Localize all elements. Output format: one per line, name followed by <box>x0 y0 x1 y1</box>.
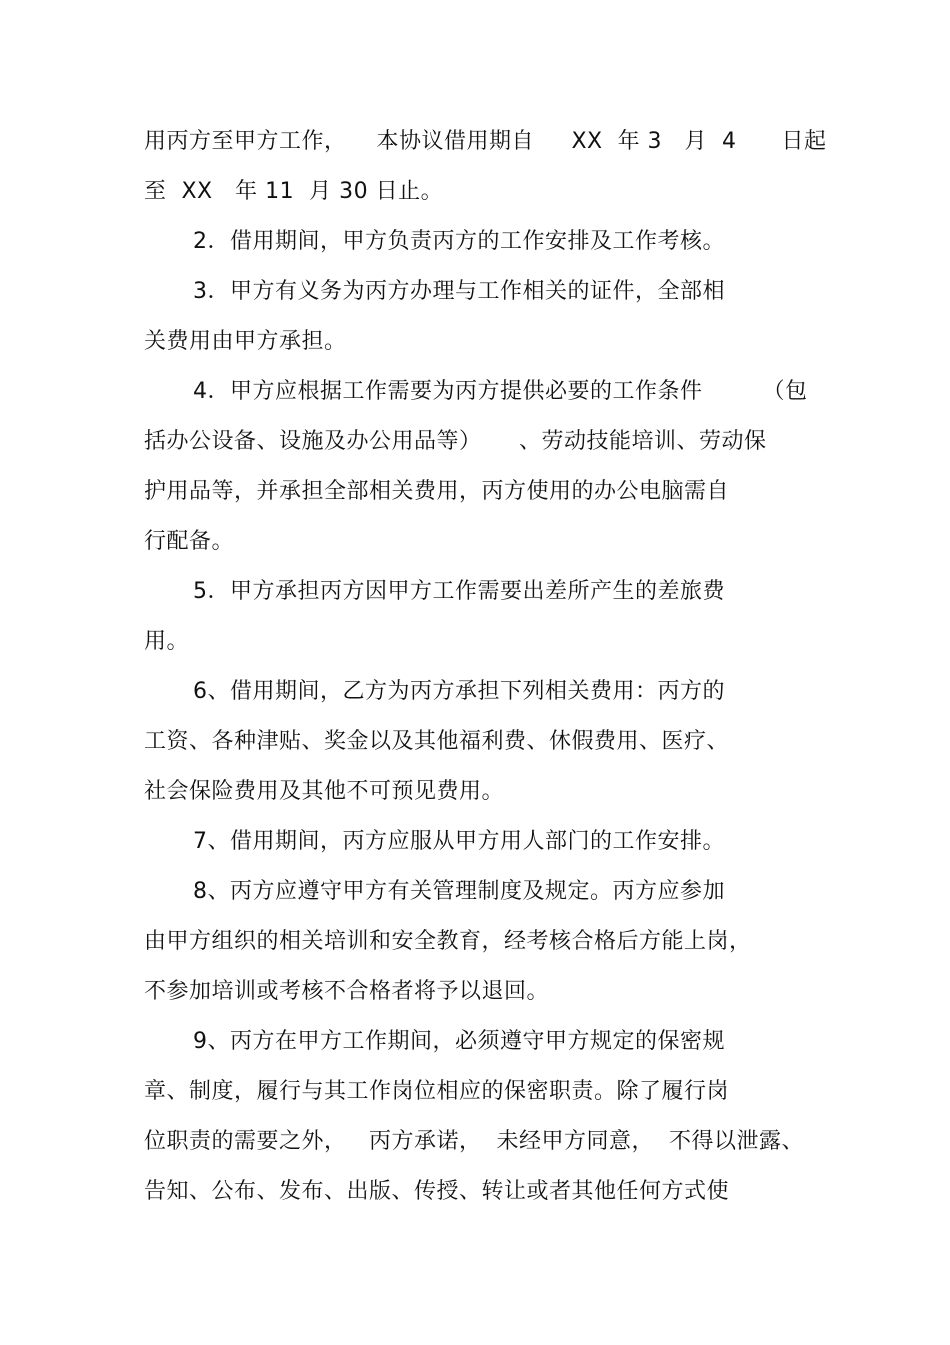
text-line: 用丙方至甲方工作， 本协议借用期自 XX 年 3 月 4 日起 <box>144 129 827 154</box>
text-line: 3．甲方有义务为丙方办理与工作相关的证件，全部相 <box>193 279 725 304</box>
text-line: 关费用由甲方承担。 <box>144 329 347 354</box>
text-line: 7、借用期间，丙方应服从甲方用人部门的工作安排。 <box>193 829 725 854</box>
text-line: 2．借用期间，甲方负责丙方的工作安排及工作考核。 <box>193 229 725 254</box>
text-line: 行配备。 <box>144 529 235 554</box>
text-line: 护用品等，并承担全部相关费用，丙方使用的办公电脑需自 <box>144 479 730 504</box>
text-line: 6、借用期间，乙方为丙方承担下列相关费用：丙方的 <box>193 679 725 704</box>
text-line: 社会保险费用及其他不可预见费用。 <box>144 779 505 804</box>
text-line: 8、丙方应遵守甲方有关管理制度及规定。丙方应参加 <box>193 879 725 904</box>
text-line: 用。 <box>144 629 190 654</box>
text-line: 4．甲方应根据工作需要为丙方提供必要的工作条件 （包 <box>193 379 808 404</box>
text-line: 章、制度，履行与其工作岗位相应的保密职责。除了履行岗 <box>144 1079 730 1104</box>
text-line: 5．甲方承担丙方因甲方工作需要出差所产生的差旅费 <box>193 579 725 604</box>
text-line: 工资、各种津贴、奖金以及其他福利费、休假费用、医疗、 <box>144 729 730 754</box>
text-line: 括办公设备、设施及办公用品等） 、劳动技能培训、劳动保 <box>144 429 767 454</box>
text-line: 位职责的需要之外， 丙方承诺， 未经甲方同意， 不得以泄露、 <box>144 1129 804 1154</box>
text-line: 告知、公布、发布、出版、传授、转让或者其他任何方式使 <box>144 1179 730 1204</box>
text-line: 不参加培训或考核不合格者将予以退回。 <box>144 979 550 1004</box>
text-line: 至 XX 年 11 月 30 日止。 <box>144 179 444 204</box>
text-line: 9、丙方在甲方工作期间，必须遵守甲方规定的保密规 <box>193 1029 725 1054</box>
text-line: 由甲方组织的相关培训和安全教育，经考核合格后方能上岗， <box>144 929 752 954</box>
